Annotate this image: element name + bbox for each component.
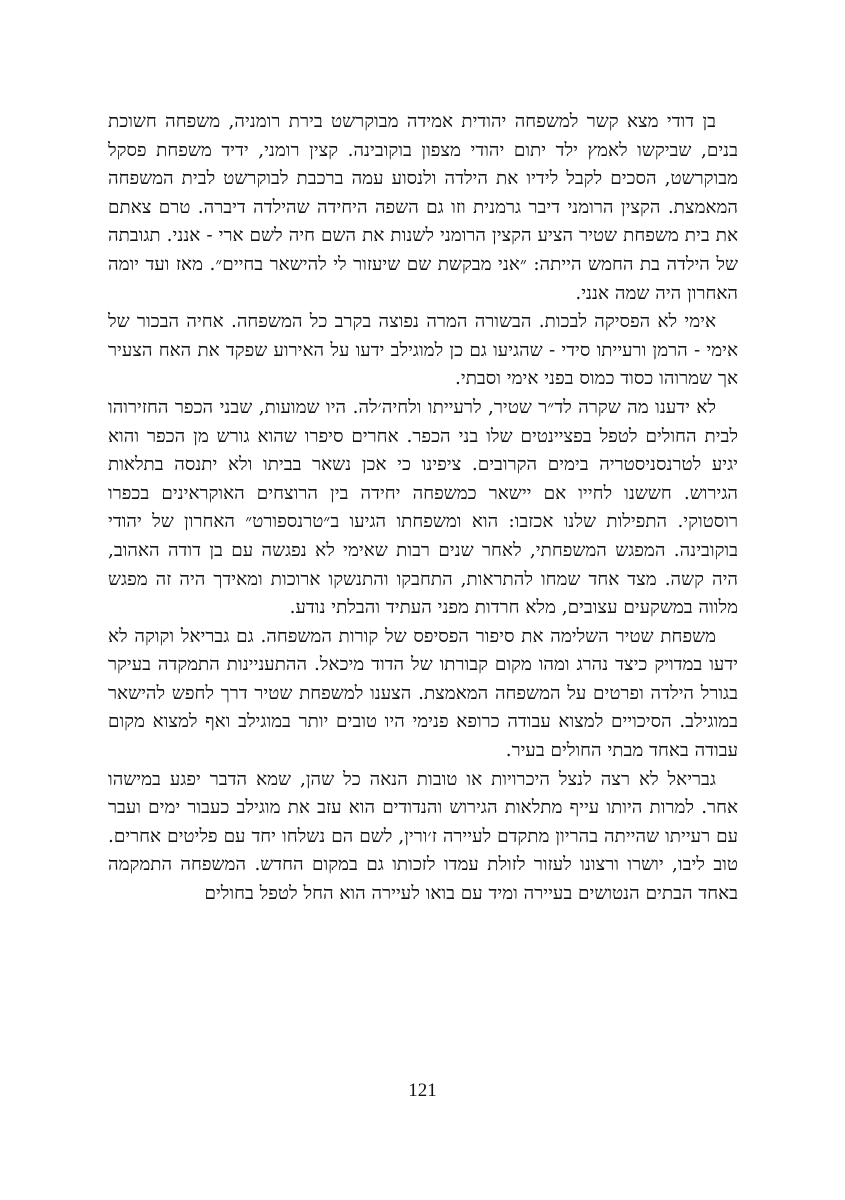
- paragraph: בן דודי מצא קשר למשפחה יהודית אמידה מבוקרשט בירת רומניה, משפחה חשוכת בנים, שביקשו לאמץ ילד יתום יהודי מצפון בוקובינה. קצין רומני, ידיד משפחת פסקל מבוקרשט, הסכים לקבל לידיו את הילדה ולנסוע עמה ברכבת לבוקרשט לבית המשפחה המאמצת. הקצין הרומני דיבר גרמנית וזו גם השפה היחידה שהילדה דיברה. טרם צאתם את בית משפחת שטיר הציע הקצין הרומני לשנות את השם חיה לשם ארי - אנני. תגובתה של הילדה בת החמש הייתה: ״אני מבקשת שם שיעזור לי להישאר בחיים״. מאז ועד יומה האחרון היה שמה אנני.: [108, 111, 738, 304]
- paragraph: גבריאל לא רצה לנצל היכרויות או טובות הנאה כל שהן, שמא הדבר יפגע במישהו אחר. למרות היותו עייף מתלאות הגירוש והנדודים הוא עזב את מוגילב כעבור ימים ועבר עם רעייתו שהייתה בהריון מתקדם לעיירה ז׳ורין, לשם הם נשלחו יחד עם פליטים אחרים. טוב ליבו, יושרו ורצונו לעזור לזולת עמדו לזכותו גם במקום החדש. המשפחה התמקמה באחד הבתים הנטושים בעיירה ומיד עם בואו לעיירה הוא החל לטפל בחולים: [108, 768, 738, 905]
- paragraph: לא ידענו מה שקרה לד״ר שטיר, לרעייתו ולחיה׳לה. היו שמועות, שבני הכפר החזירוהו לבית החולים לטפל בפציינטים שלו בני הכפר. אחרים סיפרו שהוא גורש מן הכפר והוא יגיע לטרנסניסטריה בימים הקרובים. ציפינו כי אכן נשאר בביתו ולא יתנסה בתלאות הגירוש. חששנו לחייו אם יישאר כמשפחה יחידה בין הרוצחים האוקראינים בכפרו רוסטוקי. התפילות שלנו אכזבו: הוא ומשפחתו הגיעו ב״טרנספורט״ האחרון של יהודי בוקובינה. המפגש המשפחתי, לאחר שנים רבות שאימי לא נפגשה עם בן דודה האהוב, היה קשה. מצד אחד שמחו להתראות, התחבקו והתנשקו ארוכות ומאידך היה זה מפגש מלווה במשקעים עצובים, מלא חרדות מפני העתיד והבלתי נודע.: [108, 396, 738, 619]
- page-number: 121: [408, 1080, 437, 1101]
- paragraph: אימי לא הפסיקה לבכות. הבשורה המרה נפוצה בקרב כל המשפחה. אחיה הבכור של אימי - הרמן ורעייתו סידי - שהגיעו גם כן למוגילב ידעו על האירוע שפקד את האח הצעיר אך שמרוהו כסוד כמוס בפני אימי וסבתי.: [108, 311, 738, 390]
- document-body: [108, 108, 738, 909]
- paragraph: משפחת שטיר השלימה את סיפור הפסיפס של קורות המשפחה. גם גבריאל וקוקה לא ידעו במדויק כיצד נהרג ומהו מקום קבורתו של הדוד מיכאל. ההתעניינות התמקדה בעיקר בגורל הילדה ופרטים על המשפחה המאמצת. הצענו למשפחת שטיר דרך לחפש להישאר במוגילב. הסיכויים למצוא עבודה כרופא פנימי היו טובים יותר במוגילב ואף למצוא מקום עבודה באחד מבתי החולים בעיר.: [108, 625, 738, 762]
